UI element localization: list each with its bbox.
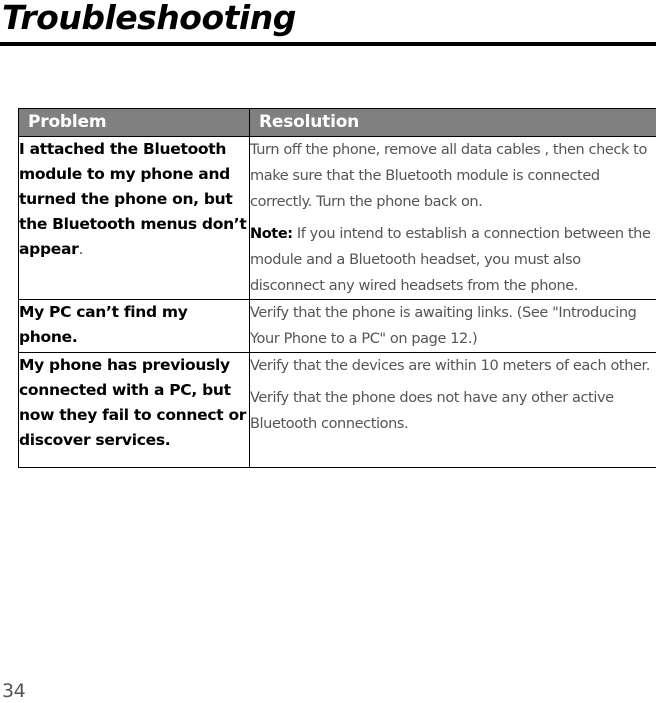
title-rule	[0, 42, 656, 46]
page-number: 34	[2, 680, 26, 702]
resolution-cell	[250, 300, 656, 353]
problem-trailing-period: .	[78, 240, 84, 258]
page-title: Troubleshooting	[2, 0, 296, 37]
problem-cell	[19, 300, 250, 353]
resolution-paragraph: Turn off the phone, remove all data cables , then check to make sure that the Bluetooth module is connected correctly. Turn the phone back on.	[250, 142, 647, 210]
note-paragraph	[250, 221, 656, 299]
problem-cell	[19, 353, 250, 468]
resolution-paragraph: Verify that the devices are within 10 meters of each other.	[250, 358, 650, 374]
troubleshooting-table	[18, 108, 656, 468]
table-header-row	[19, 109, 656, 137]
problem-cell	[19, 137, 250, 300]
column-header-resolution: Resolution	[250, 109, 656, 137]
problem-text: My PC can’t find my phone.	[19, 303, 188, 346]
resolution-paragraph: Verify that the phone does not have any other active Bluetooth connections.	[250, 390, 614, 432]
table-row	[19, 300, 656, 353]
column-header-problem: Problem	[19, 109, 250, 137]
resolution-paragraph: Verify that the phone is awaiting links. (See "Introducing Your Phone to a PC" on page 12.)	[250, 305, 637, 347]
problem-text: I attached the Bluetooth module to my phone and turned the phone on, but the Bluetooth menus don’t appear	[19, 140, 247, 258]
table-row	[19, 137, 656, 300]
table-row	[19, 353, 656, 468]
resolution-cell	[250, 353, 656, 468]
note-label: Note:	[250, 226, 293, 242]
problem-text: My phone has previously connected with a PC, but now they fail to connect or discover services.	[19, 356, 247, 449]
resolution-cell	[250, 137, 656, 300]
note-text: If you intend to establish a connection between the module and a Bluetooth headset, you must also disconnect any wired headsets from the phone.	[250, 226, 651, 294]
